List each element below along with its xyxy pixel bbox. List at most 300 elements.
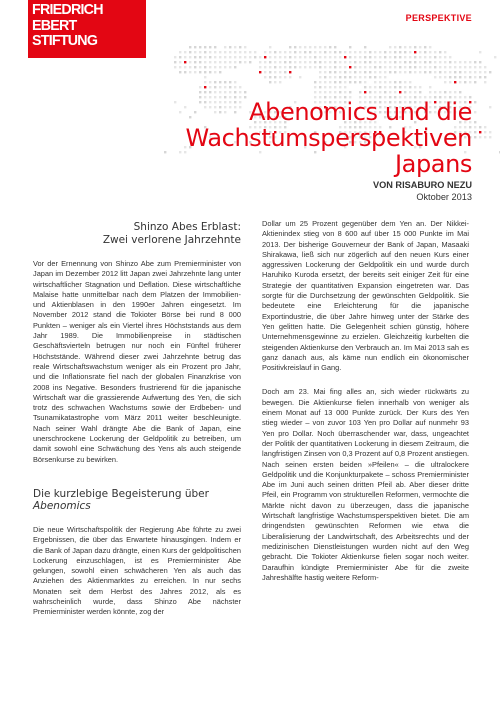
map-dot: [409, 91, 411, 93]
section-heading-1-line-2: Zwei verlorene Jahrzehnte: [102, 233, 241, 246]
map-dot: [339, 61, 341, 63]
map-dot: [454, 66, 456, 68]
map-dot: [224, 86, 226, 88]
map-dot: [424, 61, 426, 63]
map-dot: [319, 76, 321, 78]
map-dot: [454, 91, 456, 93]
map-dot: [374, 71, 376, 73]
map-dot: [329, 56, 331, 58]
paragraph: Doch am 23. Mai fing alles an, sich wieder rückwärts zu bewegen. Die Aktienkurse fielen innerhalb von weniger als einem Monat auf 13 000 Punkte zurück. Der Kurs des Yen stieg wieder – von zuvor 103 Yen pro Dollar auf nunmehr 93 Yen pro Dollar. Noch überraschender war, dass, ungeachtet der Politik der quantitativen Lockerung in diesem Zeitraum, die langfristigen Zinsen von 0,3 Prozent auf 0,8 Prozent anstiegen. Nach seinen ersten beiden »Pfeilen« – die ultralockere Geldpolitik und die Konjunkturpakete – schoss Premierminister Abe im Juni auch seinen dritten Pfeil ab. Aber dieser dritte Pfeil, ein Programm von strukturellen Reformen, vermochte die Märkte nicht davon zu überzeugen, dass die japanische Wirtschaft langfristige Wachstumsperspektiven bietet. Die am dringendsten gewünschten Reformen wie etwa die Liberalisierung der Landwirtschaft, des Arbeitsrechts und der medizinischen Dienstleistungen wurden nicht auf den Weg gebracht. Die Tokioter Aktienkurse fielen sogar noch weiter. Daraufhin kündigte Premierminister Abe für die zweite Jahreshälfte hastig weitere Reform-: [262, 387, 469, 582]
map-dot: [444, 56, 446, 58]
map-dot: [219, 81, 221, 83]
map-dot: [229, 91, 231, 93]
map-dot: [224, 56, 226, 58]
map-dot: [359, 91, 361, 93]
map-dot: [329, 61, 331, 63]
map-dot: [284, 51, 286, 53]
map-dot: [374, 66, 376, 68]
map-dot: [309, 56, 311, 58]
map-dot: [364, 66, 366, 68]
map-dot: [239, 86, 241, 88]
map-dot: [344, 91, 346, 93]
map-dot: [189, 51, 191, 53]
map-dot: [459, 71, 461, 73]
map-dot: [424, 46, 426, 48]
section-heading-2-italic: Abenomics: [33, 499, 91, 512]
map-dot: [384, 91, 386, 93]
map-dot: [329, 71, 331, 73]
map-dot: [274, 51, 276, 53]
map-dot: [269, 76, 271, 78]
map-dot: [319, 71, 321, 73]
map-dot: [219, 61, 221, 63]
map-dot: [339, 86, 341, 88]
map-dot: [204, 66, 206, 68]
map-dot: [459, 66, 461, 68]
map-dot: [279, 56, 281, 58]
map-dot: [364, 71, 366, 73]
map-dot: [439, 91, 441, 93]
map-dot: [449, 76, 451, 78]
logo-line-3: STIFTUNG: [32, 32, 98, 49]
map-dot: [264, 66, 266, 68]
map-dot: [419, 56, 421, 58]
map-dot: [244, 46, 246, 48]
map-dot: [419, 86, 421, 88]
map-dot: [209, 91, 211, 93]
map-dot: [269, 51, 271, 53]
map-dot: [319, 81, 321, 83]
map-dot: [389, 56, 391, 58]
map-dot: [379, 91, 381, 93]
map-dot: [174, 61, 176, 63]
map-dot: [214, 51, 216, 53]
map-dot: [344, 66, 346, 68]
map-dot: [454, 76, 456, 78]
map-dot: [224, 66, 226, 68]
map-dot: [399, 51, 401, 53]
map-dot: [469, 61, 471, 63]
map-dot: [294, 56, 296, 58]
map-dot: [364, 91, 366, 93]
map-dot: [234, 51, 236, 53]
map-dot: [334, 46, 336, 48]
map-dot: [364, 76, 366, 78]
map-dot: [199, 56, 201, 58]
map-dot: [449, 66, 451, 68]
map-dot: [349, 46, 351, 48]
map-dot: [279, 51, 281, 53]
map-dot: [184, 71, 186, 73]
map-dot: [489, 131, 491, 133]
map-dot: [369, 91, 371, 93]
map-dot: [409, 71, 411, 73]
map-dot: [439, 71, 441, 73]
map-dot: [449, 56, 451, 58]
map-dot: [464, 81, 466, 83]
map-dot: [364, 86, 366, 88]
section-heading-2-text: Die kurzlebige Begeisterung über: [33, 487, 209, 500]
author-line: VON RISABURO NEZU: [372, 180, 472, 190]
map-dot: [234, 61, 236, 63]
paragraph: Die neue Wirtschaftspolitik der Regierung Abe führte zu zwei Ergebnissen, die über das Erwartete hinausgingen. Indem er die Bank of Japan dazu drängte, einen Kurs der geldpolitischen Lockerung einzuschlagen, ist es Premierminister Abe gelungen, sowohl einen schwächeren Yen als auch das Anziehen des Aktienmarktes zu erreichen. In nur sechs Monaten seit dem Herbst des Jahres 2012, als es wahrscheinlich wurde, dass Shinzo Abe nächster Premierminister werden könnte, zog der: [33, 524, 241, 617]
map-dot: [199, 86, 201, 88]
map-dot: [194, 61, 196, 63]
map-dot: [364, 51, 366, 53]
map-dot: [344, 86, 346, 88]
map-dot: [394, 56, 396, 58]
map-dot: [379, 66, 381, 68]
map-dot: [309, 66, 311, 68]
map-dot: [464, 71, 466, 73]
left-column: [33, 219, 241, 618]
map-dot: [449, 61, 451, 63]
map-dot: [319, 86, 321, 88]
map-dot: [329, 81, 331, 83]
map-dot: [344, 61, 346, 63]
map-dot: [199, 91, 201, 93]
map-dot: [374, 61, 376, 63]
map-dot: [399, 66, 401, 68]
logo-line-1: FRIEDRICH: [32, 1, 103, 18]
map-dot: [189, 46, 191, 48]
map-dot: [299, 61, 301, 63]
map-dot: [349, 61, 351, 63]
map-dot: [229, 86, 231, 88]
map-dot: [474, 111, 476, 113]
map-dot: [259, 66, 261, 68]
map-dot: [279, 61, 281, 63]
map-dot: [464, 61, 466, 63]
map-dot: [219, 71, 221, 73]
map-dot: [334, 51, 336, 53]
map-dot: [199, 51, 201, 53]
map-dot: [309, 51, 311, 53]
map-dot: [459, 81, 461, 83]
map-dot: [184, 56, 186, 58]
map-dot: [334, 56, 336, 58]
map-dot: [199, 61, 201, 63]
section-heading-1: [33, 221, 241, 246]
map-dot: [484, 136, 486, 138]
map-dot: [324, 86, 326, 88]
map-dot: [434, 66, 436, 68]
map-dot: [269, 61, 271, 63]
map-dot: [484, 76, 486, 78]
map-dot: [234, 46, 236, 48]
map-dot: [284, 66, 286, 68]
map-dot: [314, 91, 316, 93]
title-line-1: Abenomics und die: [249, 98, 472, 126]
map-dot: [334, 86, 336, 88]
map-dot: [479, 66, 481, 68]
map-dot: [229, 51, 231, 53]
map-dot: [194, 46, 196, 48]
map-dot: [214, 61, 216, 63]
map-dot: [324, 56, 326, 58]
map-dot: [359, 51, 361, 53]
map-dot: [419, 51, 421, 53]
map-dot: [389, 66, 391, 68]
map-dot: [204, 71, 206, 73]
map-dot: [394, 71, 396, 73]
map-dot: [264, 71, 266, 73]
map-dot: [284, 76, 286, 78]
map-dot: [369, 51, 371, 53]
map-dot: [379, 61, 381, 63]
map-dot: [214, 46, 216, 48]
map-dot: [484, 81, 486, 83]
map-dot: [379, 81, 381, 83]
map-dot: [349, 71, 351, 73]
map-dot: [354, 56, 356, 58]
map-dot: [309, 61, 311, 63]
map-dot: [229, 81, 231, 83]
map-dot: [174, 66, 176, 68]
map-dot: [324, 66, 326, 68]
map-dot: [354, 81, 356, 83]
map-dot: [209, 46, 211, 48]
map-dot: [474, 126, 476, 128]
map-dot: [239, 56, 241, 58]
map-dot: [214, 81, 216, 83]
map-dot: [499, 151, 500, 153]
map-dot: [304, 61, 306, 63]
map-dot: [279, 81, 281, 83]
map-dot: [264, 56, 266, 58]
map-dot: [239, 46, 241, 48]
map-dot: [404, 66, 406, 68]
map-dot: [424, 66, 426, 68]
map-dot: [479, 61, 481, 63]
map-dot: [419, 91, 421, 93]
map-dot: [444, 51, 446, 53]
map-dot: [449, 81, 451, 83]
map-dot: [379, 51, 381, 53]
map-dot: [179, 61, 181, 63]
map-dot: [234, 86, 236, 88]
map-dot: [249, 61, 251, 63]
map-dot: [394, 46, 396, 48]
map-dot: [389, 46, 391, 48]
map-dot: [479, 136, 481, 138]
map-dot: [364, 46, 366, 48]
map-dot: [269, 46, 271, 48]
map-dot: [279, 71, 281, 73]
map-dot: [299, 56, 301, 58]
map-dot: [359, 61, 361, 63]
map-dot: [199, 46, 201, 48]
map-dot: [309, 46, 311, 48]
map-dot: [249, 56, 251, 58]
map-dot: [214, 91, 216, 93]
map-dot: [254, 51, 256, 53]
map-dot: [399, 56, 401, 58]
map-dot: [379, 86, 381, 88]
map-dot: [209, 81, 211, 83]
map-dot: [389, 51, 391, 53]
fes-logo: [28, 0, 146, 58]
map-dot: [434, 91, 436, 93]
map-dot: [319, 66, 321, 68]
map-dot: [189, 61, 191, 63]
map-dot: [374, 81, 376, 83]
map-dot: [444, 76, 446, 78]
map-dot: [484, 126, 486, 128]
map-dot: [229, 56, 231, 58]
map-dot: [329, 46, 331, 48]
map-dot: [234, 81, 236, 83]
map-dot: [479, 51, 481, 53]
map-dot: [289, 56, 291, 58]
section-heading-2: [33, 488, 241, 512]
map-dot: [459, 91, 461, 93]
map-dot: [204, 86, 206, 88]
map-dot: [279, 76, 281, 78]
map-dot: [274, 66, 276, 68]
map-dot: [314, 81, 316, 83]
section-label: PERSPEKTIVE: [405, 13, 472, 23]
map-dot: [344, 51, 346, 53]
map-dot: [289, 71, 291, 73]
map-dot: [339, 51, 341, 53]
map-dot: [444, 61, 446, 63]
map-dot: [334, 71, 336, 73]
paragraph: Dollar um 25 Prozent gegenüber dem Yen an. Der Nikkei-Aktienindex stieg von 8 600 auf über 15 000 Punkte im Mai 2013. Der bisherige Gouverneur der Bank of Japan, Masaaki Shirakawa, ließ sich nur zögerlich auf den neuen Kurs einer aggressiven Lockerung der Geldpolitik ein und wurde durch Haruhiko Kuroda ersetzt, der bereits seit einiger Zeit für eine Strategie der quantitativen Expansion eingetreten war. Das sorgte für die Durchsetzung der gewünschten Geldpolitik. Sie bedeutete eine Erleichterung für die japanische Exportindustrie, die über Jahre hinweg unter der Stärke des Yen gelitten hatte. Die Gelegenheit schien günstig, höhere Unternehmensgewinne zu erzielen. Gleichzeitig kurbelten die steigenden Aktienkurse den Verbrauch an. Im Mai 2013 sah es ganz danach aus, als käme nun endlich ein ökonomischer Positivkreislauf in Gang.: [262, 219, 469, 373]
map-dot: [344, 71, 346, 73]
map-dot: [219, 51, 221, 53]
map-dot: [284, 56, 286, 58]
map-dot: [284, 71, 286, 73]
map-dot: [289, 46, 291, 48]
map-dot: [384, 56, 386, 58]
map-dot: [289, 51, 291, 53]
map-dot: [349, 66, 351, 68]
map-dot: [179, 71, 181, 73]
map-dot: [209, 51, 211, 53]
map-dot: [384, 61, 386, 63]
map-dot: [324, 61, 326, 63]
map-dot: [404, 71, 406, 73]
map-dot: [219, 56, 221, 58]
map-dot: [424, 56, 426, 58]
map-dot: [394, 51, 396, 53]
map-dot: [314, 51, 316, 53]
map-dot: [329, 66, 331, 68]
map-dot: [434, 56, 436, 58]
map-dot: [189, 66, 191, 68]
map-dot: [439, 56, 441, 58]
map-dot: [429, 46, 431, 48]
map-dot: [354, 71, 356, 73]
map-dot: [374, 86, 376, 88]
map-dot: [199, 71, 201, 73]
map-dot: [454, 71, 456, 73]
map-dot: [374, 76, 376, 78]
map-dot: [419, 61, 421, 63]
map-dot: [319, 46, 321, 48]
map-dot: [344, 81, 346, 83]
map-dot: [364, 61, 366, 63]
map-dot: [429, 71, 431, 73]
right-column: [262, 219, 469, 583]
map-dot: [369, 56, 371, 58]
map-dot: [224, 51, 226, 53]
map-dot: [269, 71, 271, 73]
map-dot: [189, 71, 191, 73]
map-dot: [204, 81, 206, 83]
document-title: [132, 99, 472, 177]
map-dot: [354, 66, 356, 68]
map-dot: [429, 66, 431, 68]
map-dot: [179, 66, 181, 68]
paragraph: Vor der Ernennung von Shinzo Abe zum Premierminister von Japan im Dezember 2012 litt Japan zwei Jahrzehnte lang unter wirtschaftlicher Stagnation und Deflation. Diese wirtschaftliche Malaise hatte unmittelbar nach dem Platzen der Immobilien- und Aktienblasen in den 1990er Jahren eingesetzt. Im November 2012 stand die Tokioter Börse bei rund 8 000 Punkten – weniger als ein Viertel ihres Höchststands aus dem Jahr 1989. Die Immobilienpreise in städtischen Geschäftsvierteln betrugen nur noch ein Fünftel früherer Höchststände. Während dieser zwei Jahrzehnte betrug das reale Wirtschaftswachstum weniger als ein Prozent pro Jahr, und die Inflationsrate fiel nach der globalen Finanzkrise von 2008 ins Negative. Besonders frustrierend für die japanische Wirtschaft war die grassierende Aufwertung des Yen, die sich trotz des schwachen Wachstums sowie der Erdbeben- und Tsunamikatastrophe vom März 2011 weiter beschleunigte. Nach seiner Wahl drängte Abe die Bank of Japan, eine unerschrockene Lockerung der Geldpolitik zu betreiben, um damit sowohl eine Schwächung des Yens als auch steigende Börsenkurse zu bewirken.: [33, 259, 241, 464]
map-dot: [244, 91, 246, 93]
map-dot: [274, 61, 276, 63]
map-dot: [409, 81, 411, 83]
map-dot: [369, 71, 371, 73]
map-dot: [474, 66, 476, 68]
map-dot: [244, 51, 246, 53]
map-dot: [314, 86, 316, 88]
map-dot: [474, 136, 476, 138]
map-dot: [199, 66, 201, 68]
map-dot: [489, 106, 491, 108]
map-dot: [229, 66, 231, 68]
map-dot: [299, 51, 301, 53]
map-dot: [234, 91, 236, 93]
map-dot: [404, 91, 406, 93]
map-dot: [194, 71, 196, 73]
map-dot: [439, 66, 441, 68]
map-dot: [424, 51, 426, 53]
map-dot: [204, 46, 206, 48]
map-dot: [204, 56, 206, 58]
map-dot: [369, 86, 371, 88]
map-dot: [429, 86, 431, 88]
map-dot: [334, 91, 336, 93]
map-dot: [234, 56, 236, 58]
map-dot: [334, 81, 336, 83]
map-dot: [459, 76, 461, 78]
map-dot: [374, 56, 376, 58]
map-dot: [204, 61, 206, 63]
map-dot: [329, 91, 331, 93]
map-dot: [324, 81, 326, 83]
map-dot: [384, 76, 386, 78]
map-dot: [474, 61, 476, 63]
map-dot: [414, 91, 416, 93]
map-dot: [324, 51, 326, 53]
map-dot: [294, 61, 296, 63]
map-dot: [449, 71, 451, 73]
map-dot: [404, 61, 406, 63]
map-dot: [449, 91, 451, 93]
map-dot: [224, 91, 226, 93]
map-dot: [294, 51, 296, 53]
map-dot: [439, 61, 441, 63]
section-heading-1-line-1: Shinzo Abes Erblast:: [133, 221, 241, 233]
map-dot: [239, 51, 241, 53]
map-dot: [404, 81, 406, 83]
map-dot: [419, 46, 421, 48]
map-dot: [369, 61, 371, 63]
map-dot: [194, 56, 196, 58]
map-dot: [429, 51, 431, 53]
map-dot: [454, 81, 456, 83]
map-dot: [359, 76, 361, 78]
map-dot: [474, 76, 476, 78]
